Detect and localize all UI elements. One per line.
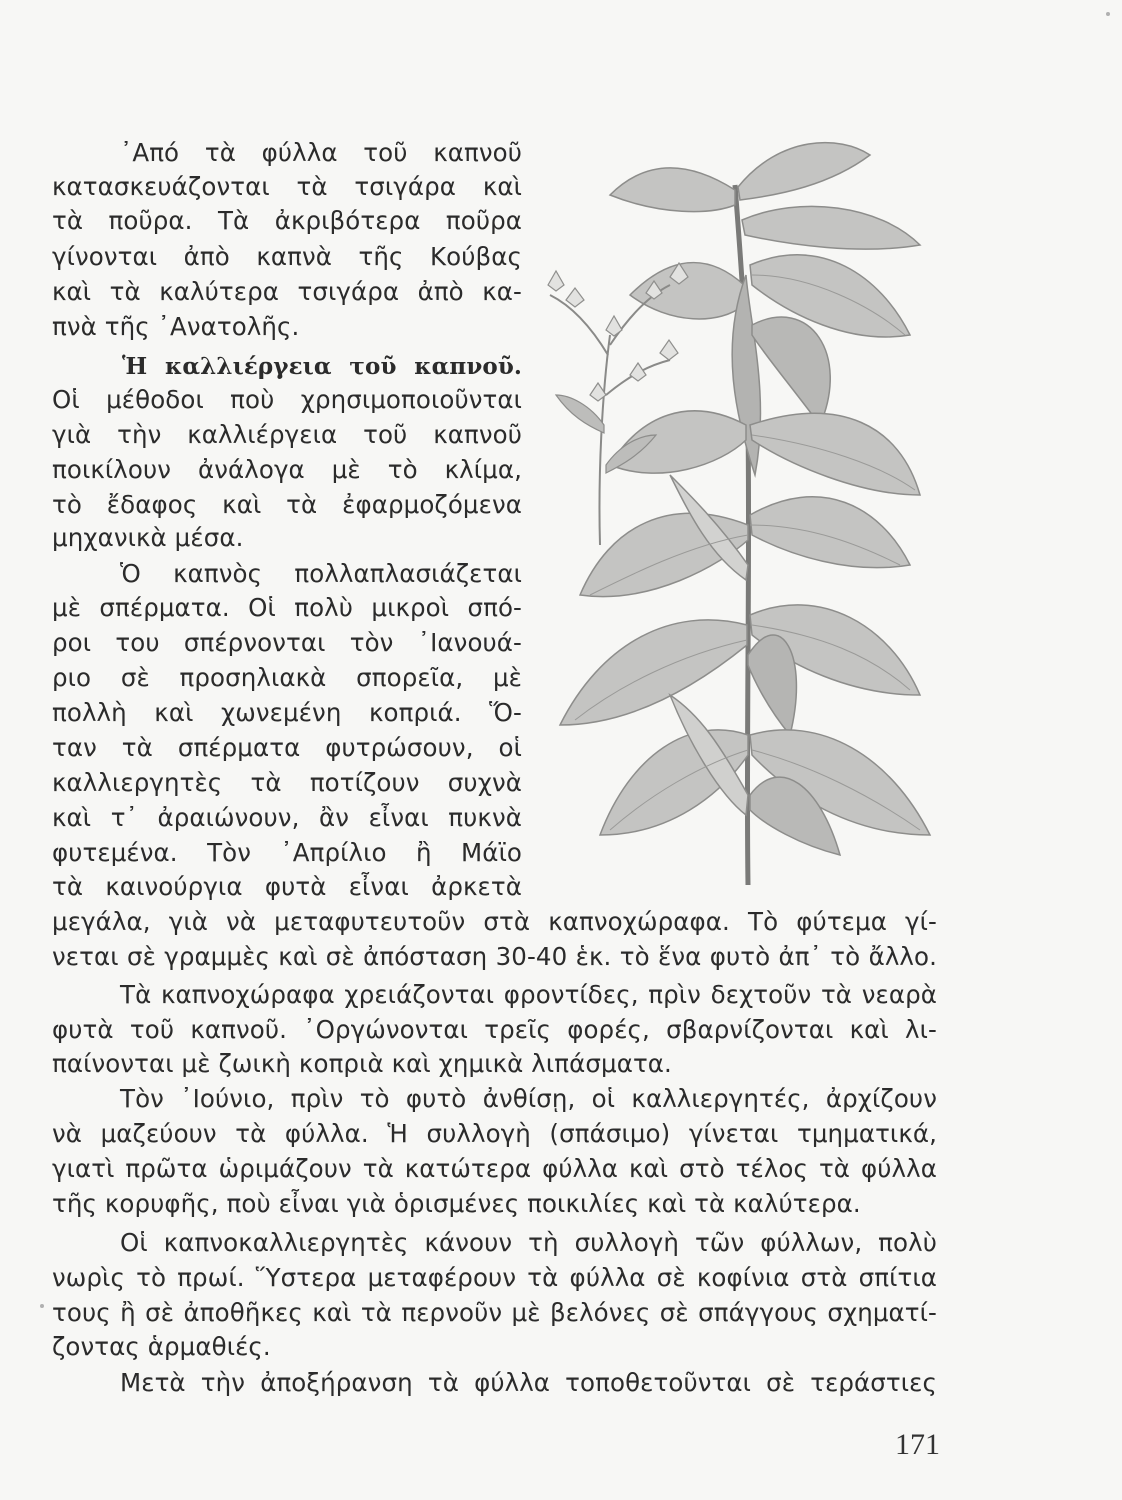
text-line: Οἱ μέθοδοι ποὺ χρησιμοποιοῦνται [52,385,522,414]
text-line: ροι του σπέρνονται τὸν ᾿Ιανουά- [52,628,522,657]
text-line: κατασκευάζονται τὰ τσιγάρα καὶ [52,172,522,201]
text-line: καλλιεργητὲς τὰ ποτίζουν συχνὰ [52,768,522,797]
text-line: Ὁ καπνὸς πολλαπλασιάζεται [120,559,522,588]
tobacco-plant-illustration [520,95,960,895]
text-line: τῆς κορυφῆς, ποὺ εἶναι γιὰ ὁρισμένες ποικιλίες καὶ τὰ καλύτερα. [52,1189,861,1218]
text-line: ταν τὰ σπέρματα φυτρώσουν, οἱ [52,733,522,762]
text-line: καὶ τὰ καλύτερα τσιγάρα ἀπὸ κα- [52,277,522,306]
scan-speck [40,1304,44,1308]
text-line: φυτὰ τοῦ καπνοῦ. ᾿Οργώνονται τρεῖς φορές, σβαρνίζονται καὶ λι- [52,1015,937,1044]
leaf [610,168,735,212]
text-line: ριο σὲ προσηλιακὰ σπορεῖα, μὲ [52,663,522,692]
text-line: τους ἢ σὲ ἀποθῆκες καὶ τὰ περνοῦν μὲ βελόνες σὲ σπάγγους σχηματί- [52,1298,937,1327]
text-line: γιατὶ πρῶτα ὡριμάζουν τὰ κατώτερα φύλλα καὶ στὸ τέλος τὰ φύλλα [52,1154,937,1183]
text-line: φυτεμένα. Τὸν ᾿Απρίλιο ἢ Μάϊο [52,838,522,867]
text-line: Οἱ καπνοκαλλιεργητὲς κάνουν τὴ συλλογὴ τῶν φύλλων, πολὺ [120,1228,937,1257]
leaf [750,497,910,568]
text-line: γίνονται ἀπὸ καπνὰ τῆς Κούβας [52,242,522,271]
leaf [738,143,870,200]
text-line: ποικίλουν ἀνάλογα μὲ τὸ κλίμα, [52,455,522,484]
text-line: μεγάλα, γιὰ νὰ μεταφυτευτοῦν στὰ καπνοχώραφα. Τὸ φύτεμα γί- [52,907,937,936]
flower [630,363,646,381]
flower [548,271,564,291]
text-line: νὰ μαζεύουν τὰ φύλλα. Ἡ συλλογὴ (σπάσιμο) γίνεται τμηματικά, [52,1119,937,1148]
leaf [748,635,796,735]
text-line: νωρὶς τὸ πρωί. Ὕστερα μεταφέρουν τὰ φύλλα σὲ κοφίνια στὰ σπίτια [52,1263,937,1292]
text-line: πνὰ τῆς ᾿Ανατολῆς. [52,312,300,341]
text-line: παίνονται μὲ ζωικὴ κοπριὰ καὶ χημικὰ λιπάσματα. [52,1049,672,1078]
text-line: πολλὴ καὶ χωνεμένη κοπριά. Ὅ- [52,698,522,727]
text-line: Τὰ καπνοχώραφα χρειάζονται φροντίδες, πρὶν δεχτοῦν τὰ νεαρὰ [120,980,937,1009]
text-line: τὰ καινούργια φυτὰ εἶναι ἀρκετὰ [52,872,522,901]
leaf [742,206,920,249]
text-line: ζοντας ἁρμαθιές. [52,1332,271,1361]
text-line: νεται σὲ γραμμὲς καὶ σὲ ἀπόσταση 30-40 ἑκ. τὸ ἕνα φυτὸ ἀπ᾿ τὸ ἄλλο. [52,942,937,971]
text-line: ᾿Από τὰ φύλλα τοῦ καπνοῦ [120,138,522,167]
text-line: Τὸν ᾿Ιούνιο, πρὶν τὸ φυτὸ ἀνθίσῃ, οἱ καλλιεργητές, ἀρχίζουν [120,1084,937,1113]
flower [566,288,584,307]
page-number: 171 [895,1428,940,1461]
text-line: μὲ σπέρματα. Οἱ πολὺ μικροὶ σπό- [52,593,522,622]
text-line: μηχανικὰ μέσα. [52,523,244,552]
scan-speck [1106,12,1110,16]
leaf [750,413,920,495]
text-line: Μετὰ τὴν ἀποξήρανση τὰ φύλλα τοποθετοῦνται σὲ τεράστιες [120,1368,937,1397]
flower [660,340,678,360]
text-line: καὶ τ᾿ ἀραιώνουν, ἂν εἶναι πυκνὰ [52,803,522,832]
leaf [752,317,830,425]
text-line: γιὰ τὴν καλλιέργεια τοῦ καπνοῦ [52,420,522,449]
section-heading: Ἡ καλλιέργεια τοῦ καπνοῦ. [122,353,522,380]
text-line: τὸ ἔδαφος καὶ τὰ ἐφαρμοζόμενα [52,490,522,519]
text-line: τὰ ποῦρα. Τὰ ἀκριβότερα ποῦρα [52,206,522,235]
